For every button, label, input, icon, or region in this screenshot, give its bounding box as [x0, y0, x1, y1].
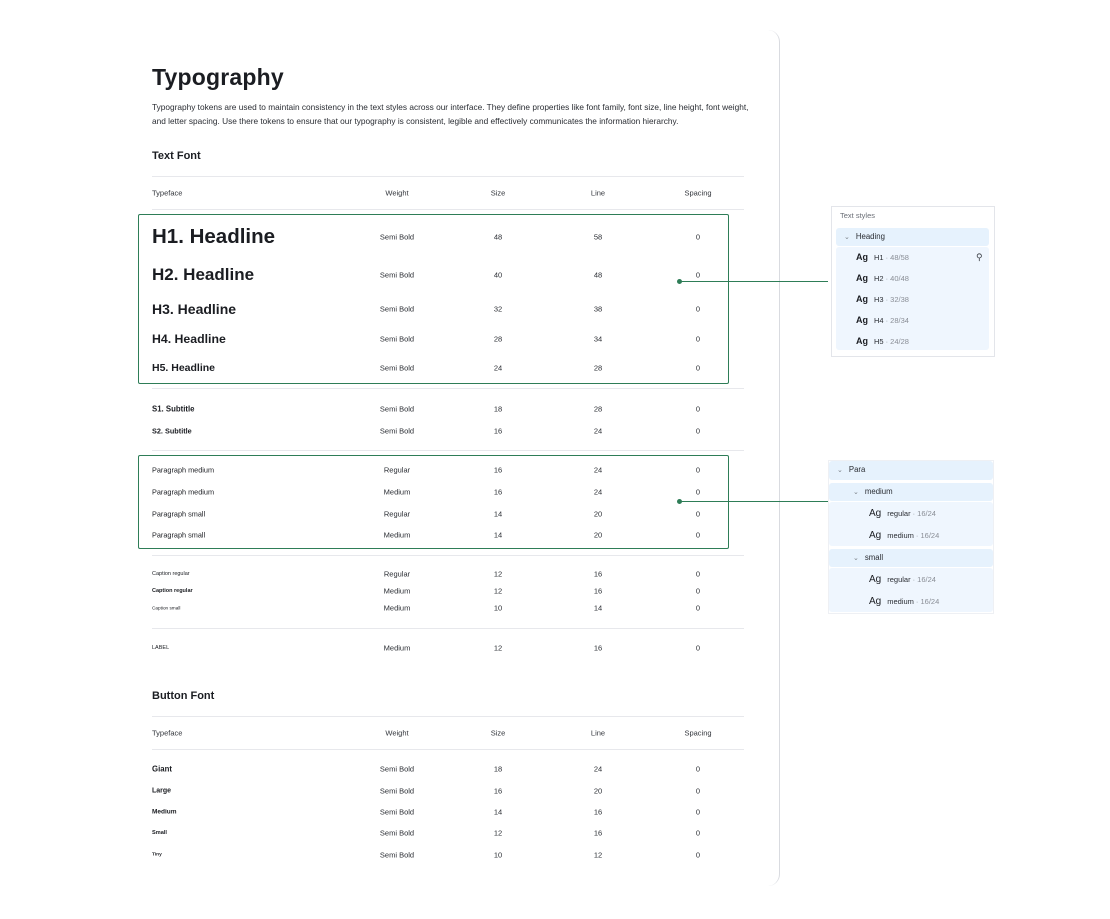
typeface-name: H2. Headline: [152, 265, 255, 284]
button-font-section-title: Button Font: [152, 690, 215, 702]
style-name: H1: [874, 253, 884, 262]
ag-glyph: Ag: [856, 273, 868, 283]
style-name: H2: [874, 274, 884, 283]
page-description: Typography tokens are used to maintain consistency in the text styles across our interface. They define properties like font family, font size, line height, font weight, and letter spacing. Use there tokens to ensure that our typography is consistent, legible and effectively communicates the information hierarchy.: [152, 102, 749, 126]
typeface-name: H4. Headline: [152, 332, 226, 346]
connector-line: [680, 281, 828, 282]
style-name: medium: [887, 531, 914, 540]
style-meta: · 16/24: [912, 509, 936, 518]
para-style-item[interactable]: [869, 574, 936, 585]
para-style-item[interactable]: [869, 596, 939, 607]
subgroup-label: medium: [864, 487, 893, 496]
text-style-item[interactable]: [856, 273, 909, 283]
typeface-name: Paragraph small: [152, 509, 206, 519]
style-name: H4: [874, 316, 884, 325]
typeface-name: Tiny: [152, 852, 162, 858]
para-group-label: Para: [848, 465, 866, 474]
text-style-item[interactable]: [856, 294, 909, 304]
typeface-name: Caption regular: [152, 571, 190, 577]
text-style-item[interactable]: [856, 336, 909, 346]
paragraph-group-highlight: [138, 455, 729, 549]
chevron-down-icon: ⌄: [853, 554, 859, 562]
typeface-name: Large: [152, 787, 172, 795]
style-meta: · 48/58: [885, 253, 909, 262]
typeface-name: Paragraph small: [152, 530, 206, 540]
style-name: medium: [887, 597, 914, 606]
ag-glyph: Ag: [856, 315, 868, 325]
typeface-name: LABEL: [152, 645, 170, 651]
typeface-name: H1. Headline: [152, 225, 276, 248]
ag-glyph: Ag: [869, 596, 882, 607]
divider: [152, 628, 744, 629]
ag-glyph: Ag: [856, 336, 868, 346]
divider: [152, 388, 744, 389]
para-subgroup-small[interactable]: [829, 549, 993, 567]
typeface-name: Paragraph medium: [152, 465, 215, 475]
style-name: regular: [887, 575, 911, 584]
text-style-item[interactable]: [856, 252, 909, 262]
divider: [152, 209, 744, 210]
style-meta: · 32/38: [885, 295, 909, 304]
typeface-name: Giant: [152, 764, 172, 774]
typeface-name: Medium: [152, 808, 177, 816]
ag-glyph: Ag: [856, 294, 868, 304]
text-styles-header: Text styles: [840, 211, 876, 220]
chevron-down-icon: ⌄: [837, 466, 843, 474]
divider: [152, 716, 744, 717]
para-styles-panel: [828, 460, 994, 614]
divider: [152, 749, 744, 750]
chevron-down-icon: ⌄: [844, 233, 850, 241]
typeface-name: S1. Subtitle: [152, 404, 195, 414]
heading-group-row[interactable]: [836, 228, 989, 246]
chevron-down-icon: ⌄: [853, 488, 859, 496]
para-style-item[interactable]: [869, 508, 936, 519]
subgroup-label: small: [864, 553, 884, 562]
typeface-name: Caption small: [152, 605, 181, 611]
sliders-icon[interactable]: ⚲: [976, 252, 983, 262]
ag-glyph: Ag: [869, 508, 882, 519]
style-name: H5: [874, 337, 884, 346]
column-header-typeface: Typeface: [152, 188, 183, 198]
para-subgroup-medium[interactable]: [829, 483, 993, 501]
text-styles-panel: [831, 206, 995, 357]
style-meta: · 16/24: [915, 531, 940, 540]
ag-glyph: Ag: [869, 574, 882, 585]
page-title: Typography: [152, 64, 284, 90]
style-name: regular: [887, 509, 911, 518]
divider: [152, 176, 744, 177]
typeface-name: S2. Subtitle: [152, 426, 192, 436]
text-font-section-title: Text Font: [152, 150, 201, 162]
column-header-typeface: Typeface: [152, 728, 183, 738]
ag-glyph: Ag: [856, 252, 868, 262]
style-meta: · 40/48: [885, 274, 909, 283]
typeface-name: H3. Headline: [152, 301, 237, 317]
typeface-name: Paragraph medium: [152, 487, 215, 497]
divider: [152, 555, 744, 556]
style-meta: · 16/24: [915, 597, 940, 606]
style-meta: · 28/34: [885, 316, 909, 325]
connector-line: [680, 501, 828, 502]
ag-glyph: Ag: [869, 530, 882, 541]
para-style-item[interactable]: [869, 530, 939, 541]
heading-group-label: Heading: [855, 232, 885, 241]
divider: [152, 450, 744, 451]
para-group-row[interactable]: [829, 461, 993, 480]
typeface-name: Small: [152, 830, 167, 836]
style-meta: · 16/24: [912, 575, 936, 584]
style-meta: · 24/28: [885, 337, 909, 346]
typeface-name: Caption regular: [152, 588, 193, 594]
typeface-name: H5. Headline: [152, 362, 216, 374]
style-name: H3: [874, 295, 884, 304]
text-style-item[interactable]: [856, 315, 909, 325]
